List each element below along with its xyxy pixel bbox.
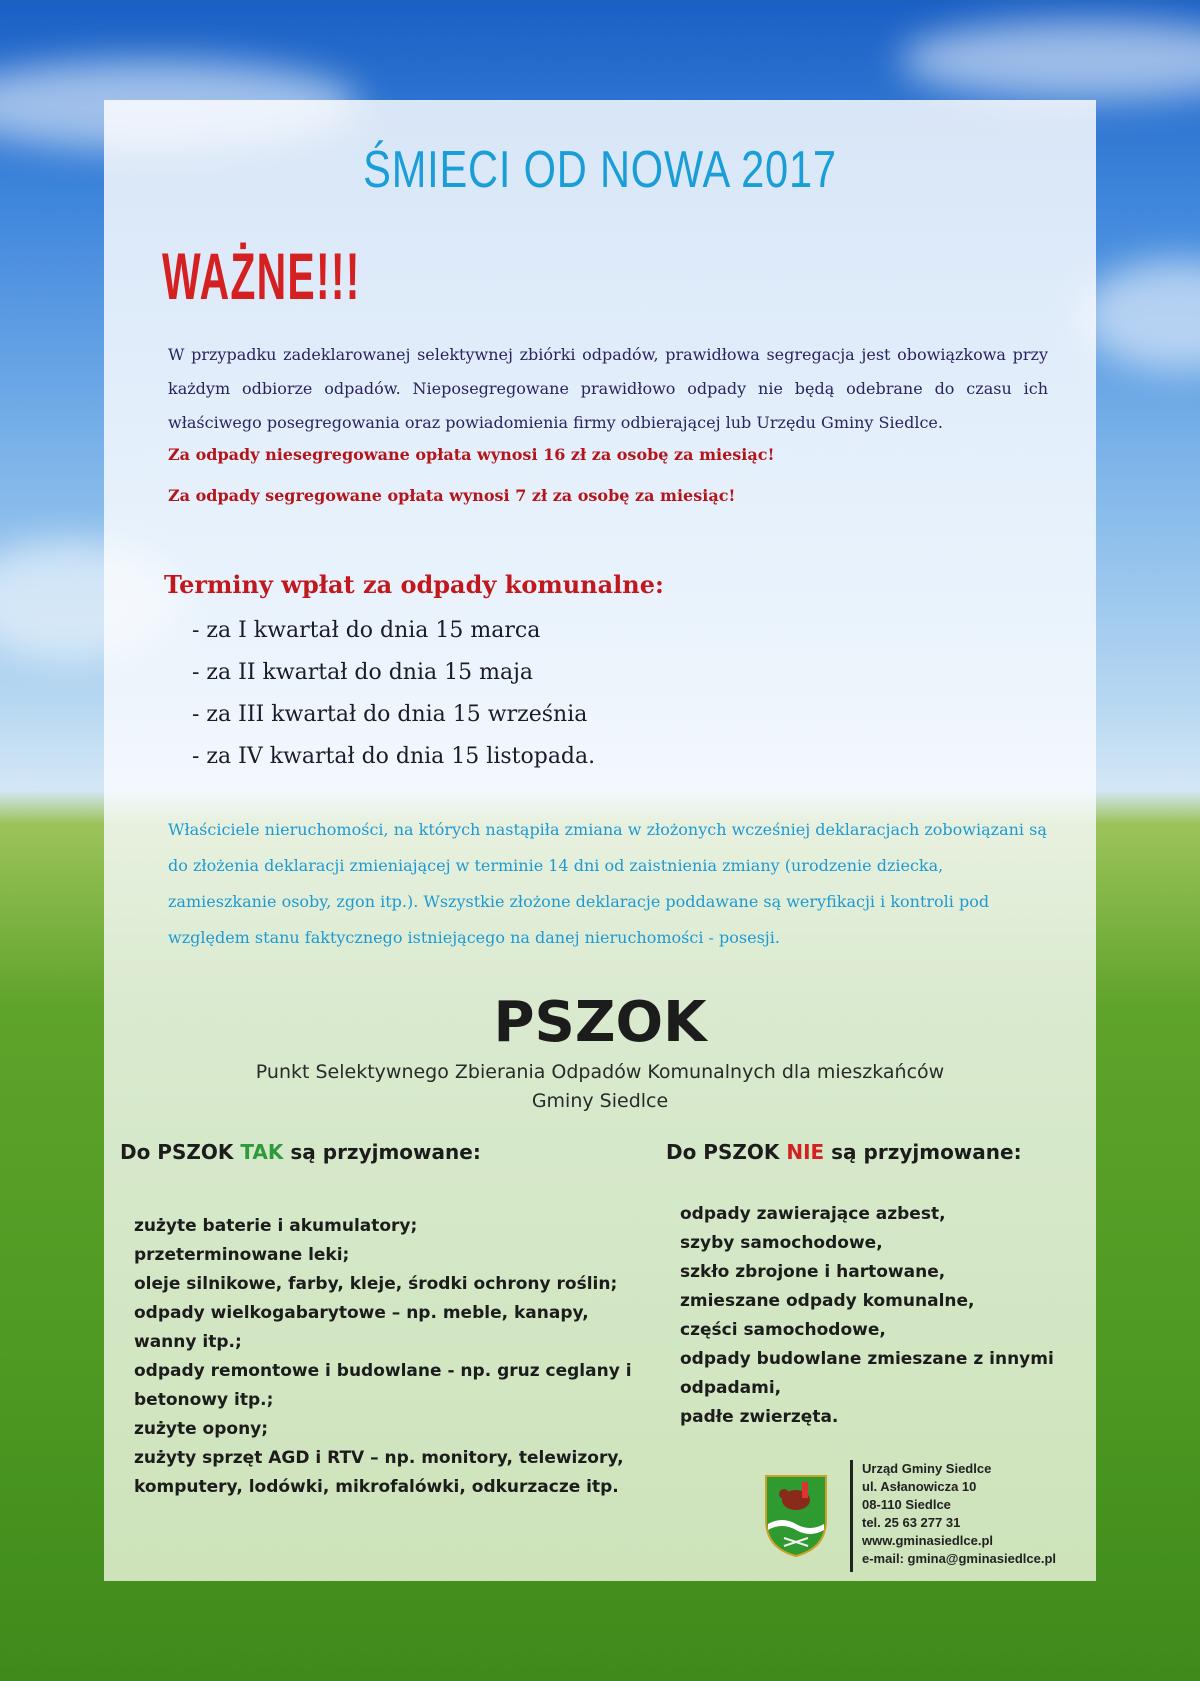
accepted-heading bbox=[120, 1140, 481, 1164]
important-heading: WAŻNE!!! bbox=[162, 239, 361, 313]
list-item: przeterminowane leki; bbox=[134, 1245, 350, 1265]
page-title: ŚMIECI OD NOWA 2017 bbox=[363, 141, 837, 199]
office-street: ul. Asłanowicza 10 bbox=[862, 1479, 977, 1494]
payment-terms-heading: Terminy wpłat za odpady komunalne: bbox=[164, 570, 664, 599]
list-item: padłe zwierzęta. bbox=[680, 1407, 839, 1427]
list-item: odpady budowlane zmieszane z innymi odpadami, bbox=[680, 1349, 1054, 1398]
rejected-list bbox=[680, 1200, 1090, 1432]
cloud bbox=[900, 20, 1200, 100]
pszok-subtitle bbox=[104, 1058, 1096, 1116]
flyer-panel bbox=[104, 100, 1096, 1581]
fee-unsorted: Za odpady niesegregowane opłata wynosi 16 zł za osobę za miesiąc! bbox=[168, 445, 775, 464]
owners-notice: Właściciele nieruchomości, na których nastąpiła zmiana w złożonych wcześniej deklaracjach zobowiązani są do złożenia deklaracji zmieniającej w terminie 14 dni od zaistnienia zmiany (urodzenie dziecka, zamieszkanie osoby, zgon itp.). Wszystkie złożone deklaracje poddawane są weryfikacji i kontroli pod względem stanu faktycznego istniejącego na danej nieruchomości - posesji. bbox=[168, 820, 1047, 947]
list-item: oleje silnikowe, farby, kleje, środki ochrony roślin; bbox=[134, 1274, 618, 1294]
rejected-heading-nie: NIE bbox=[786, 1140, 825, 1164]
office-phone: tel. 25 63 277 31 bbox=[862, 1515, 961, 1530]
accepted-heading-suffix: są przyjmowane: bbox=[283, 1140, 481, 1164]
fee-sorted: Za odpady segregowane opłata wynosi 7 zł za osobę za miesiąc! bbox=[168, 486, 736, 505]
pszok-subtitle-line: Gminy Siedlce bbox=[531, 1090, 669, 1112]
payment-term: - za IV kwartał do dnia 15 listopada. bbox=[192, 744, 596, 769]
payment-term: - za II kwartał do dnia 15 maja bbox=[192, 660, 533, 685]
pszok-title: PSZOK bbox=[493, 990, 707, 1055]
list-item: odpady remontowe i budowlane - np. gruz ceglany i betonowy itp.; bbox=[134, 1361, 632, 1410]
rejected-heading bbox=[666, 1140, 1022, 1164]
contact-divider bbox=[850, 1460, 853, 1572]
accepted-heading-prefix: Do PSZOK bbox=[120, 1140, 241, 1164]
office-website-link[interactable]: www.gminasiedlce.pl bbox=[862, 1533, 993, 1548]
coat-of-arms-icon bbox=[764, 1474, 828, 1558]
cloud bbox=[1080, 260, 1200, 370]
accepted-heading-tak: TAK bbox=[240, 1140, 284, 1164]
list-item: zużyty sprzęt AGD i RTV – np. monitory, telewizory, komputery, lodówki, mikrofalówki, odkurzacze itp. bbox=[134, 1448, 624, 1497]
rejected-heading-prefix: Do PSZOK bbox=[666, 1140, 787, 1164]
list-item: zużyte baterie i akumulatory; bbox=[134, 1216, 418, 1236]
list-item: części samochodowe, bbox=[680, 1320, 886, 1340]
contact-lines bbox=[862, 1460, 1056, 1568]
office-city: 08-110 Siedlce bbox=[862, 1497, 951, 1512]
office-name: Urząd Gminy Siedlce bbox=[862, 1461, 992, 1476]
rejected-heading-suffix: są przyjmowane: bbox=[824, 1140, 1022, 1164]
list-item: odpady zawierające azbest, bbox=[680, 1204, 946, 1224]
list-item: szyby samochodowe, bbox=[680, 1233, 883, 1253]
payment-term: - za I kwartał do dnia 15 marca bbox=[192, 618, 541, 643]
intro-paragraph: W przypadku zadeklarowanej selektywnej zbiórki odpadów, prawidłowa segregacja jest obowiązkowa przy każdym odbiorze odpadów. Nieposegregowane prawidłowo odpady nie będą odebrane do czasu ich właściwego posegregowania oraz powiadomienia firmy odbierającej lub Urzędu Gminy Siedlce. bbox=[168, 345, 1048, 432]
list-item: zużyte opony; bbox=[134, 1419, 269, 1439]
payment-term: - za III kwartał do dnia 15 września bbox=[192, 702, 588, 727]
office-email-link[interactable]: e-mail: gmina@gminasiedlce.pl bbox=[862, 1551, 1057, 1566]
accepted-list bbox=[134, 1212, 654, 1502]
list-item: odpady wielkogabarytowe – np. meble, kanapy, wanny itp.; bbox=[134, 1303, 589, 1352]
pszok-subtitle-line: Punkt Selektywnego Zbierania Odpadów Komunalnych dla mieszkańców bbox=[255, 1061, 945, 1083]
list-item: zmieszane odpady komunalne, bbox=[680, 1291, 975, 1311]
list-item: szkło zbrojone i hartowane, bbox=[680, 1262, 946, 1282]
